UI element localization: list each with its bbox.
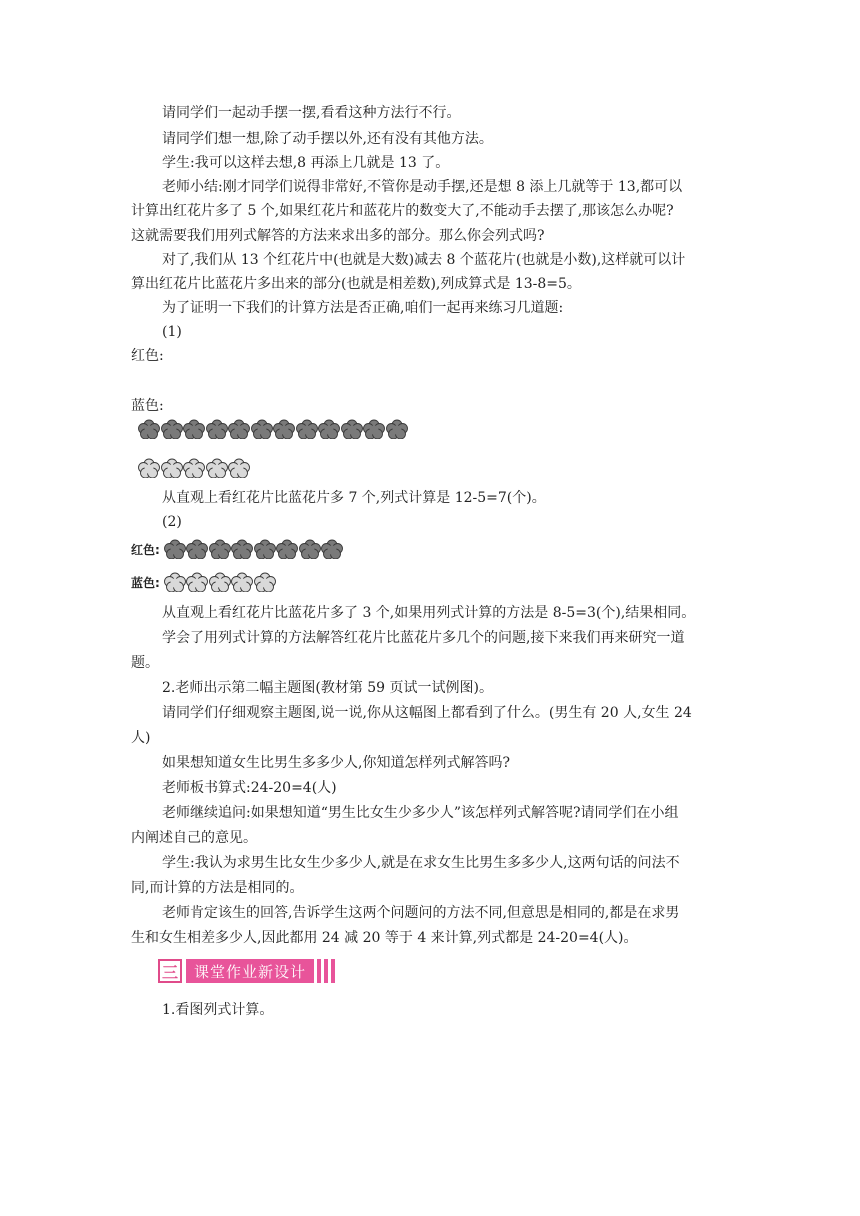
fig1-blue-flower-row bbox=[138, 458, 251, 478]
red-flower-icon bbox=[363, 419, 385, 439]
blue-flower-icon bbox=[164, 572, 186, 592]
red-flower-icon bbox=[273, 419, 295, 439]
paragraph: 老师小结:刚才同学们说得非常好,不管你是动手摆,还是想 8 添上几就等于 13,都可以 bbox=[162, 179, 683, 195]
red-label: 红色: bbox=[131, 348, 164, 364]
fig2-red-label: 红色: bbox=[131, 542, 160, 557]
blue-flower-icon bbox=[254, 572, 276, 592]
paragraph: 为了证明一下我们的计算方法是否正确,咱们一起再来练习几道题: bbox=[162, 300, 564, 316]
decorative-stripe bbox=[324, 959, 328, 983]
paragraph: 请同学们一起动手摆一摆,看看这种方法行不行。 bbox=[162, 105, 461, 121]
exercise-number: (2) bbox=[162, 514, 182, 530]
blue-flower-icon bbox=[206, 458, 228, 478]
red-flower-icon bbox=[228, 419, 250, 439]
paragraph: 这就需要我们用列式解答的方法来求出多的部分。那么你会列式吗? bbox=[131, 228, 545, 244]
section-title: 课堂作业新设计 bbox=[186, 959, 314, 983]
paragraph: 内阐述自己的意见。 bbox=[131, 830, 257, 846]
red-flower-icon bbox=[138, 419, 160, 439]
decorative-stripe bbox=[317, 959, 321, 983]
paragraph: 请同学们想一想,除了动手摆以外,还有没有其他方法。 bbox=[162, 131, 493, 147]
red-flower-icon bbox=[321, 539, 343, 559]
red-flower-icon bbox=[206, 419, 228, 439]
paragraph: 同,而计算的方法是相同的。 bbox=[131, 880, 304, 896]
paragraph: 老师肯定该生的回答,告诉学生这两个问题问的方法不同,但意思是相同的,都是在求男 bbox=[162, 905, 680, 921]
paragraph: 请同学们仔细观察主题图,说一说,你从这幅图上都看到了什么。(男生有 20 人,女生 24 bbox=[162, 705, 692, 721]
paragraph: 生和女生相差多少人,因此都用 24 减 20 等于 4 来计算,列式都是 24-20=4(人)。 bbox=[131, 930, 638, 946]
red-flower-icon bbox=[276, 539, 298, 559]
blue-flower-icon bbox=[138, 458, 160, 478]
paragraph: 计算出红花片多了 5 个,如果红花片和蓝花片的数变大了,不能动手去摆了,那该怎么办呢? bbox=[131, 203, 674, 219]
red-flower-icon bbox=[164, 539, 186, 559]
paragraph: 学生:我可以这样去想,8 再添上几就是 13 了。 bbox=[162, 155, 450, 171]
blue-flower-icon bbox=[231, 572, 253, 592]
paragraph: 从直观上看红花片比蓝花片多了 3 个,如果用列式计算的方法是 8-5=3(个),结果相同。 bbox=[162, 605, 696, 621]
paragraph: 如果想知道女生比男生多多少人,你知道怎样列式解答吗? bbox=[162, 755, 510, 771]
fig2-blue-row bbox=[131, 572, 276, 592]
paragraph: 学会了用列式计算的方法解答红花片比蓝花片多几个的问题,接下来我们再来研究一道 bbox=[162, 630, 685, 646]
blue-flower-icon bbox=[161, 458, 183, 478]
red-flower-icon bbox=[341, 419, 363, 439]
red-flower-icon bbox=[183, 419, 205, 439]
blue-flower-icon bbox=[209, 572, 231, 592]
section-number: 三 bbox=[158, 959, 182, 983]
blue-flower-icon bbox=[183, 458, 205, 478]
red-flower-icon bbox=[296, 419, 318, 439]
red-flower-icon bbox=[209, 539, 231, 559]
fig2-red-row bbox=[131, 539, 344, 559]
paragraph: 2.老师出示第二幅主题图(教材第 59 页试一试例图)。 bbox=[162, 680, 493, 696]
red-flower-icon bbox=[186, 539, 208, 559]
fig2-blue-flowers bbox=[164, 572, 277, 592]
paragraph: 算出红花片比蓝花片多出来的部分(也就是相差数),列成算式是 13-8=5。 bbox=[131, 276, 581, 292]
decorative-stripe bbox=[331, 959, 335, 983]
blue-flower-icon bbox=[186, 572, 208, 592]
fig2-red-flowers bbox=[164, 539, 344, 559]
paragraph: 老师板书算式:24-20=4(人) bbox=[162, 780, 337, 796]
red-flower-icon bbox=[251, 419, 273, 439]
section-heading bbox=[158, 959, 335, 983]
exercise-number: (1) bbox=[162, 324, 182, 340]
blue-flower-icon bbox=[228, 458, 250, 478]
fig1-red-flower-row bbox=[138, 419, 408, 439]
red-flower-icon bbox=[254, 539, 276, 559]
red-flower-icon bbox=[386, 419, 408, 439]
paragraph: 题。 bbox=[131, 655, 159, 671]
red-flower-icon bbox=[299, 539, 321, 559]
fig2-blue-label: 蓝色: bbox=[131, 575, 160, 590]
paragraph: 1.看图列式计算。 bbox=[162, 1002, 274, 1018]
paragraph: 人) bbox=[131, 730, 151, 746]
red-flower-icon bbox=[231, 539, 253, 559]
paragraph: 对了,我们从 13 个红花片中(也就是大数)减去 8 个蓝花片(也就是小数),这样就可以计 bbox=[162, 252, 686, 268]
paragraph: 从直观上看红花片比蓝花片多 7 个,列式计算是 12-5=7(个)。 bbox=[162, 490, 546, 506]
red-flower-icon bbox=[318, 419, 340, 439]
red-flower-icon bbox=[161, 419, 183, 439]
paragraph: 老师继续追问:如果想知道“男生比女生少多少人”该怎样列式解答呢?请同学们在小组 bbox=[162, 805, 679, 821]
blue-label: 蓝色: bbox=[131, 398, 164, 414]
paragraph: 学生:我认为求男生比女生少多少人,就是在求女生比男生多多少人,这两句话的问法不 bbox=[162, 855, 680, 871]
